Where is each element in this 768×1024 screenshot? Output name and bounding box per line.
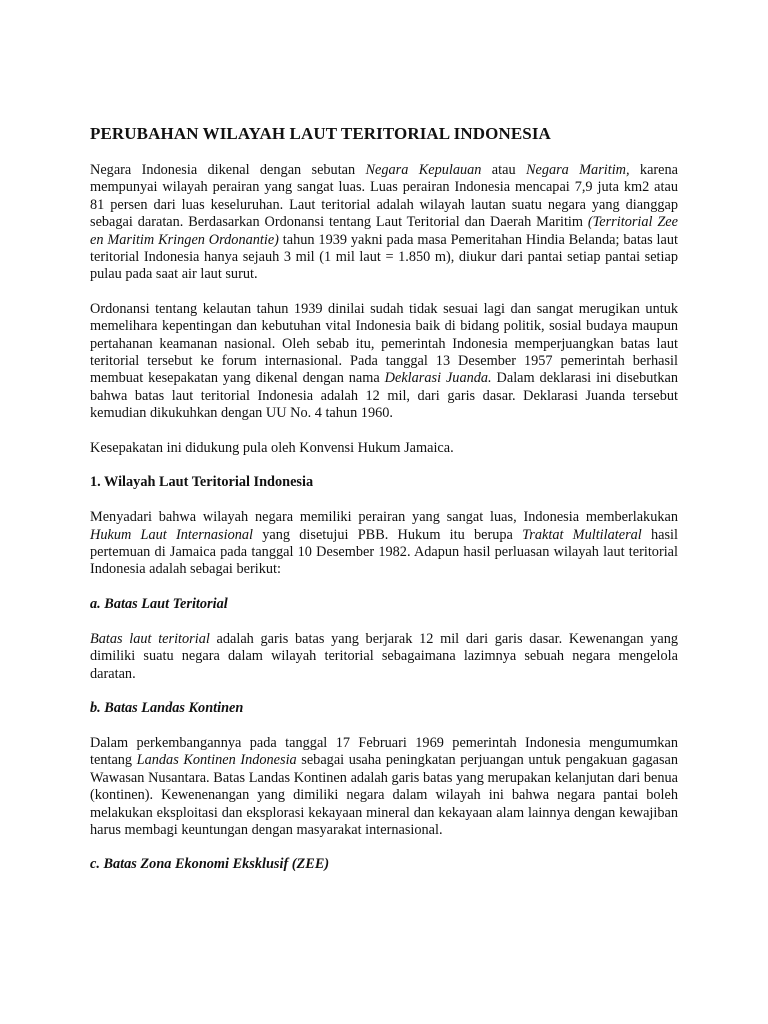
- text: Menyadari bahwa wilayah negara memiliki perairan yang sangat luas, Indonesia memberlakukan: [90, 509, 678, 526]
- document-page: [90, 124, 678, 891]
- document-title: PERUBAHAN WILAYAH LAUT TERITORIAL INDONESIA: [90, 124, 551, 143]
- paragraph-batas-laut: [90, 631, 678, 683]
- text: Dalam perkembangannya pada tanggal 17 Februari 1969 pemerintah Indonesia mengumumkan tentang: [90, 734, 678, 769]
- section-heading-1: 1. Wilayah Laut Teritorial Indonesia: [90, 474, 314, 491]
- text: Ordonansi tentang kelautan tahun 1939 dinilai sudah tidak sesuai lagi dan sangat merugikan untuk memelihara kepentingan dan kebutuhan vital Indonesia baik di bidang politik, sosial budaya maupun pertahanan keamanan nasional. Oleh sebab itu, pemerintah Indonesia memperjuangkan batas laut teritorial tersebut ke forum internasional. Pada tanggal 13 Desember 1957 pemerintah berhasil membuat kesepakatan yang dikenal dengan nama: [90, 300, 678, 387]
- paragraph-landas-kontinen: [90, 735, 678, 839]
- italic-term: (Territorial Zee en Maritim Kringen Ordonantie): [90, 214, 678, 248]
- italic-term: Hukum Laut Internasional: [90, 526, 254, 543]
- text: Negara Indonesia dikenal dengan sebutan: [90, 162, 366, 178]
- paragraph-hukum-laut: [90, 509, 678, 579]
- paragraph-kesepakatan: Kesepakatan ini didukung pula oleh Konvensi Hukum Jamaica.: [90, 439, 454, 456]
- italic-term: Landas Kontinen Indonesia: [136, 752, 297, 769]
- paragraph-ordonansi: [90, 301, 678, 423]
- italic-term: Deklarasi Juanda.: [384, 370, 492, 387]
- text: adalah garis batas yang berjarak 12 mil dari garis dasar. Kewenangan yang dimiliki suatu negara dalam wilayah teritorial sebagaimana lazimnya sebuah negara mengelola daratan.: [90, 630, 678, 682]
- text: sebagai usaha peningkatan perjuangan untuk pengakuan gagasan Wawasan Nusantara. Batas Landas Kontinen adalah garis batas yang merupakan kelanjutan dari benua (kontinen). Kewenenangan yang dimiliki negara dalam wilayah ini bahwa negara pantai boleh melakukan eksploitasi dan eksplorasi kekayaan mineral dan kekayaan alam lainnya dengan kewajiban harus membagi keuntungan dengan masyarakat internasional.: [90, 752, 679, 838]
- text: hasil pertemuan di Jamaica pada tanggal 10 Desember 1982. Adapun hasil perluasan wilayah laut teritorial Indonesia adalah sebagai berikut:: [90, 526, 678, 578]
- paragraph-intro: [90, 162, 678, 284]
- text: Dalam deklarasi ini disebutkan bahwa batas laut teritorial Indonesia adalah 12 mil, dari garis dasar. Deklarasi Juanda tersebut kemudian dikukuhkan dengan UU No. 4 tahun 1960.: [90, 370, 679, 422]
- text: atau: [481, 162, 526, 178]
- italic-term: Negara Kepulauan: [365, 162, 482, 178]
- subsection-heading-a: a. Batas Laut Teritorial: [90, 595, 228, 612]
- subsection-heading-c: c. Batas Zona Ekonomi Eksklusif (ZEE): [90, 856, 330, 873]
- text: karena mempunyai wilayah perairan yang sangat luas. Luas perairan Indonesia mencapai 7,9 juta km2 atau 81 persen dari luas keseluruhan. Laut teritorial adalah wilayah lautan suatu negara yang dianggap sebagai daratan. Berdasarkan Ordonansi tentang Laut Teritorial dan Daerah Maritim: [90, 162, 679, 231]
- italic-term: Traktat Multilateral: [522, 526, 642, 543]
- text: yang disetujui PBB. Hukum itu berupa: [253, 526, 523, 543]
- text: tahun 1939 yakni pada masa Pemeritahan Hindia Belanda; batas laut teritorial Indonesia hanya sejauh 3 mil (1 mil laut = 1.850 m), diukur dari pantai setiap pantai setiap pulau pada saat air laut surut.: [90, 231, 678, 283]
- subsection-heading-b: b. Batas Landas Kontinen: [90, 699, 244, 716]
- italic-term: Negara Maritim,: [525, 162, 630, 178]
- italic-term: Batas laut teritorial: [90, 630, 210, 647]
